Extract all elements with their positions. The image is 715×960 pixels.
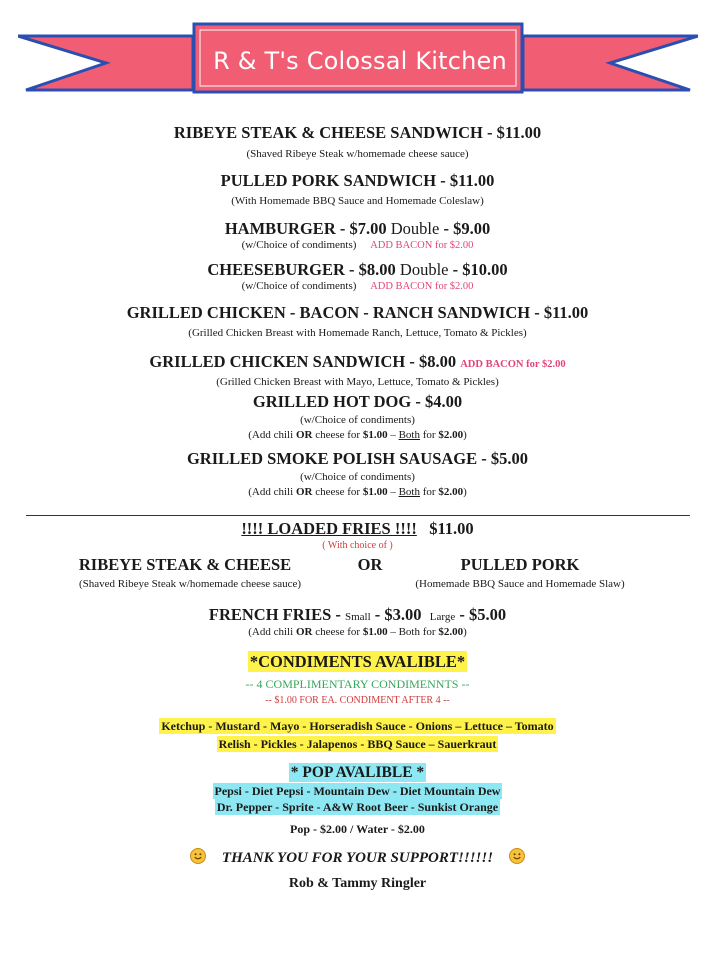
item-name: PULLED PORK SANDWICH	[220, 171, 437, 190]
small-label: Small	[345, 611, 371, 623]
ribeye-item: RIBEYE STEAK & CHEESE SANDWICH - $11.00	[173, 123, 542, 142]
item-name: GRILLED SMOKE POLISH SAUSAGE	[186, 449, 478, 468]
polish-sausage-item: GRILLED SMOKE POLISH SAUSAGE - $5.00	[186, 449, 529, 468]
item-name: HAMBURGER	[224, 219, 336, 238]
polish-sausage-desc: (w/Choice of condiments)	[300, 471, 415, 483]
section-divider	[26, 515, 690, 516]
item-price: $7.00	[349, 219, 387, 238]
addon-or: OR	[295, 486, 313, 498]
smiley-face-icon	[190, 848, 206, 864]
item-name: GRILLED HOT DOG	[252, 392, 412, 411]
item-price: $5.00	[490, 449, 529, 468]
loaded-fries-title: !!!! LOADED FRIES !!!!	[241, 519, 417, 538]
pop-prices: Pop - $2.00 / Water - $2.00	[290, 822, 425, 836]
condiments-heading	[0, 652, 715, 672]
chicken-bacon-ranch-desc: (Grilled Chicken Breast with Homemade Ranch, Lettuce, Tomato & Pickles)	[188, 327, 527, 339]
addon-price: $1.00	[362, 429, 388, 441]
item-desc: (w/Choice of condiments)	[241, 239, 357, 251]
add-bacon: ADD BACON for $2.00	[460, 359, 566, 370]
addon-both: Both	[398, 429, 420, 441]
condiments-line-2	[0, 737, 715, 752]
pulled-pork-item: PULLED PORK SANDWICH - $11.00	[220, 171, 495, 190]
extra-condiment-note: -- $1.00 FOR EA. CONDIMENT AFTER 4 --	[265, 695, 450, 706]
fries-option-pulled-pork: PULLED PORK	[460, 555, 580, 574]
addon-both-price: $2.00	[438, 429, 464, 441]
hamburger-desc-row	[0, 239, 715, 251]
loaded-fries-header	[0, 519, 715, 539]
addon-both: Both	[398, 486, 420, 498]
thank-you-line	[0, 848, 715, 867]
item-price: $11.00	[449, 171, 495, 190]
addon-text: for	[419, 429, 439, 441]
addon-price: $1.00	[362, 626, 388, 638]
double-price: $10.00	[462, 260, 508, 279]
condiments-list: Ketchup - Mustard - Mayo - Horseradish Sauce - Onions – Lettuce – Tomato	[161, 719, 554, 733]
hot-dog-item: GRILLED HOT DOG - $4.00	[252, 392, 463, 411]
addon-text: (Add chili	[248, 626, 296, 638]
addon-text: cheese for	[312, 626, 363, 638]
pop-title: * POP AVALIBLE *	[290, 764, 425, 781]
pulled-pork-desc: (With Homemade BBQ Sauce and Homemade Coleslaw)	[231, 195, 484, 207]
hot-dog-addon	[0, 429, 715, 441]
addon-text: –	[387, 429, 399, 441]
add-bacon: ADD BACON for $2.00	[370, 281, 474, 292]
pop-line-2	[0, 800, 715, 815]
addon-or: OR	[295, 429, 313, 441]
smiley-face-icon	[509, 848, 525, 864]
thank-you-text: THANK YOU FOR YOUR SUPPORT!!!!!!	[221, 850, 494, 866]
polish-sausage-addon	[0, 486, 715, 498]
loaded-fries-choice: ( With choice of )	[322, 540, 393, 551]
item-name: FRENCH FRIES	[208, 605, 332, 624]
french-fries-item: FRENCH FRIES - Small - $3.00 Large - $5.00	[208, 605, 507, 624]
addon-price: $1.00	[362, 486, 388, 498]
pop-heading	[0, 764, 715, 782]
addon-text: (Add chili	[248, 486, 296, 498]
condiments-title: *CONDIMENTS AVALIBLE*	[249, 652, 466, 671]
add-bacon: ADD BACON for $2.00	[370, 240, 474, 251]
loaded-fries-price: $11.00	[429, 519, 474, 538]
addon-text: –	[387, 486, 399, 498]
item-price: $8.00	[358, 260, 396, 279]
addon-text: cheese for	[312, 486, 363, 498]
item-name: GRILLED CHICKEN - BACON - RANCH SANDWICH	[126, 303, 531, 322]
item-price: $8.00	[418, 352, 457, 371]
addon-or: OR	[295, 626, 313, 638]
item-price: $4.00	[424, 392, 463, 411]
addon-text: cheese for	[312, 429, 363, 441]
hamburger-item: HAMBURGER - $7.00 Double - $9.00	[224, 219, 491, 238]
cheeseburger-item: CHEESEBURGER - $8.00 Double - $10.00	[207, 260, 508, 279]
addon-text: (Add chili	[248, 429, 296, 441]
condiments-list: Relish - Pickles - Jalapenos - BBQ Sauce – Sauerkraut	[218, 737, 497, 751]
grilled-chicken-item: GRILLED CHICKEN SANDWICH - $8.00 ADD BACON for $2.00	[149, 352, 566, 371]
item-price: $11.00	[543, 303, 589, 322]
pop-list: Dr. Pepper - Sprite - A&W Root Beer - Sunkist Orange	[216, 800, 499, 814]
item-desc: (w/Choice of condiments)	[241, 280, 357, 292]
title-banner	[18, 22, 698, 102]
hot-dog-desc: (w/Choice of condiments)	[300, 414, 415, 426]
complimentary-note: -- 4 COMPLIMENTARY CONDIMENNTS --	[245, 677, 470, 691]
addon-text: )	[463, 486, 467, 498]
fries-ribeye-desc: (Shaved Ribeye Steak w/homemade cheese sauce)	[78, 578, 302, 590]
fries-option-ribeye: RIBEYE STEAK & CHEESE	[78, 555, 292, 574]
chicken-bacon-ranch-item: GRILLED CHICKEN - BACON - RANCH SANDWICH - $11.00	[126, 303, 589, 322]
restaurant-name: R & T's Colossal Kitchen	[213, 47, 507, 75]
fries-pulled-pork-desc: (Homemade BBQ Sauce and Homemade Slaw)	[415, 578, 625, 590]
french-fries-addon	[0, 626, 715, 638]
item-name: GRILLED CHICKEN SANDWICH	[149, 352, 406, 371]
condiments-line-1	[0, 719, 715, 734]
pop-line-1	[0, 784, 715, 799]
double-price: $9.00	[453, 219, 491, 238]
addon-both-price: $2.00	[438, 626, 464, 638]
addon-text: )	[463, 429, 467, 441]
item-name: CHEESEBURGER	[207, 260, 345, 279]
double-label: Double	[390, 219, 440, 238]
large-label: Large	[429, 611, 456, 623]
large-price: $5.00	[469, 605, 507, 624]
addon-text: for	[419, 486, 439, 498]
cheeseburger-desc-row	[0, 280, 715, 292]
addon-text: )	[463, 626, 467, 638]
addon-text: – Both for	[387, 626, 439, 638]
small-price: $3.00	[384, 605, 422, 624]
fries-or: OR	[357, 555, 383, 574]
item-name: RIBEYE STEAK & CHEESE SANDWICH	[173, 123, 483, 142]
double-label: Double	[399, 260, 449, 279]
grilled-chicken-desc: (Grilled Chicken Breast with Mayo, Lettuce, Tomato & Pickles)	[216, 376, 499, 388]
owners-signature: Rob & Tammy Ringler	[288, 876, 427, 891]
item-price: $11.00	[496, 123, 542, 142]
pop-list: Pepsi - Diet Pepsi - Mountain Dew - Diet Mountain Dew	[214, 784, 501, 798]
ribeye-desc: (Shaved Ribeye Steak w/homemade cheese sauce)	[246, 148, 469, 160]
addon-both-price: $2.00	[438, 486, 464, 498]
